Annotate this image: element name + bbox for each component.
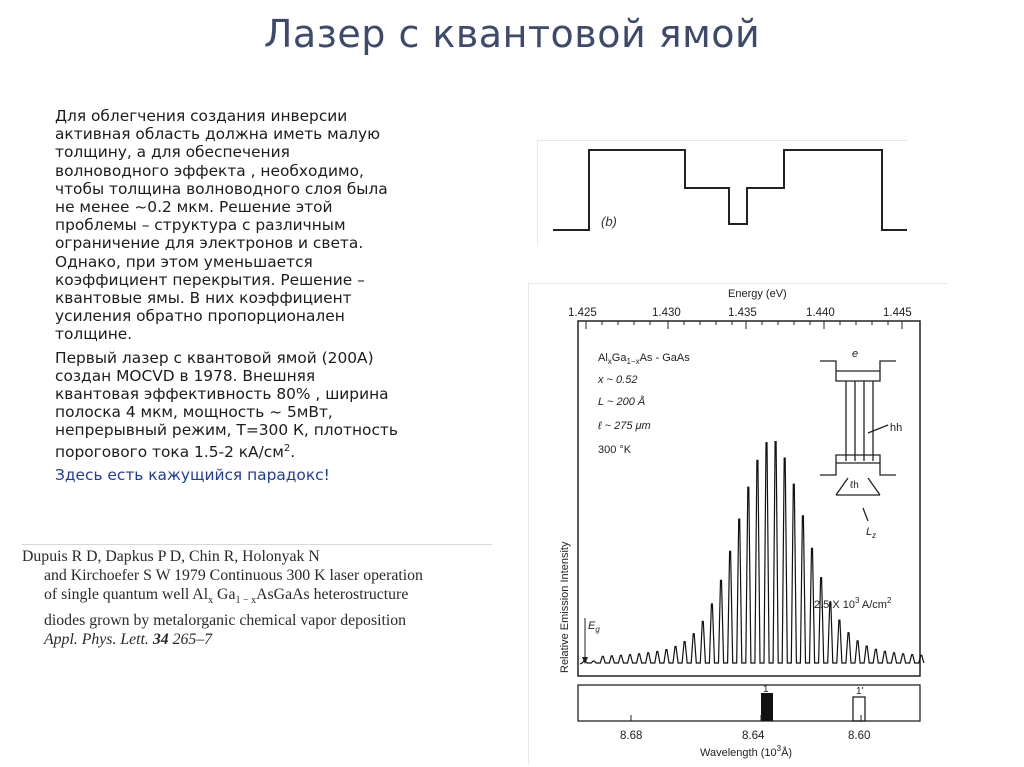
inset-band-diagram xyxy=(820,361,896,521)
inset-lh-label: ℓh xyxy=(850,480,859,491)
text-line: Однако, при этом уменьшается xyxy=(55,252,313,271)
marker-strip-frame xyxy=(578,685,920,721)
bottom-tick-label: 8.68 xyxy=(620,730,643,742)
paradox-note: Здесь есть кажущийся парадокс! xyxy=(55,465,330,484)
paragraph-first-laser xyxy=(55,349,455,461)
text-line: квантовая эффективность 80% , ширина xyxy=(55,385,389,404)
y-axis-label: Relative Emission Intensity xyxy=(559,541,571,673)
bottom-tick-label: 8.64 xyxy=(742,730,765,742)
emission-spectrum-figure xyxy=(528,283,948,765)
text-line: усиления обратно пропорционален xyxy=(55,307,345,326)
text-line: непрерывный режим, T=300 К, плотность xyxy=(55,421,398,440)
text-line: не менее ~0.2 мкм. Решение этой xyxy=(55,198,333,217)
paragraph-inversion xyxy=(55,107,455,344)
top-tick-label: 1.425 xyxy=(568,307,597,319)
emission-spectrum-trace xyxy=(580,442,924,664)
citation-reference xyxy=(22,544,492,649)
text-line: волноводного эффекта , необходимо, xyxy=(55,161,364,180)
inset-hh-label: hh xyxy=(890,422,903,434)
legend-length: ℓ ~ 275 μm xyxy=(598,420,651,432)
ref-line: and Kirchoefer S W 1979 Continuous 300 K laser operation xyxy=(44,567,423,585)
text-line: . xyxy=(290,442,296,461)
top-axis-title: Energy (eV) xyxy=(728,288,787,300)
ref-line: diodes grown by metalorganic chemical vapor deposition xyxy=(44,611,407,629)
text-line: коэффициент перекрытия. Решение – xyxy=(55,270,365,289)
legend-material: $Al_xGa_{1-x}As$ - GaAs xyxy=(598,352,690,366)
figure-b-label: (b) xyxy=(601,214,617,229)
text-line: квантовые ямы. В них коэффициент xyxy=(55,289,352,308)
legend-temperature: 300 °K xyxy=(598,444,632,456)
figure-b-profile xyxy=(537,140,907,245)
mode-marker-1-prime xyxy=(853,697,865,721)
inset-electron-label: e xyxy=(852,348,859,360)
mode-marker-1p-label: 1' xyxy=(856,686,864,697)
bottom-axis-ticks xyxy=(631,715,861,721)
top-tick-label: 1.445 xyxy=(883,307,912,319)
mode-marker-1-label: 1 xyxy=(763,684,769,695)
slide-title: Лазер с квантовой ямой xyxy=(263,12,761,56)
top-axis-ticks xyxy=(586,321,902,329)
top-tick-label: 1.430 xyxy=(652,307,681,319)
text-line: толщину, а для обеспечения xyxy=(55,143,290,162)
current-density-label: 2.5 X $10^3$ $A/cm^2$ xyxy=(814,596,892,611)
text-line: активная область должна иметь малую xyxy=(55,125,381,144)
text-line: чтобы толщина волноводного слоя была xyxy=(55,179,388,198)
inset-lz-label: $L_z$ xyxy=(866,526,877,540)
text-line: проблемы – структура с различным xyxy=(55,216,346,235)
text-line: ограничение для электронов и света. xyxy=(55,234,364,253)
legend-x: x ~ 0.52 xyxy=(598,374,638,386)
bottom-tick-label: 8.60 xyxy=(848,730,871,742)
ref-authors: Dupuis R D, Dapkus P D, Chin R, Holonyak N xyxy=(22,548,320,565)
top-tick-label: 1.440 xyxy=(806,307,835,319)
superscript: 2 xyxy=(283,442,291,454)
text-line: порогового тока 1.5-2 кА/см xyxy=(55,442,284,461)
text-line: толщине. xyxy=(55,325,133,344)
bottom-axis-title: Wavelength $(10^3Å)$ xyxy=(700,744,793,759)
ref-line: of single quantum well $Al_x$ $Ga_{1 - x}AsGaAs$ heterostructure xyxy=(44,586,409,607)
text-line: Первый лазер с квантовой ямой (200А) xyxy=(55,348,374,367)
legend-lz: L ~ 200 Å xyxy=(598,396,646,408)
text-line: полоска 4 мкм, мощность ~ 5мВт, xyxy=(55,403,333,422)
eg-label: $E_g$ xyxy=(588,620,600,634)
top-tick-label: 1.435 xyxy=(728,307,757,319)
text-line: Для облегчения создания инверсии xyxy=(55,107,348,125)
ref-journal-line: Appl. Phys. Lett. 34 265–7 xyxy=(44,630,213,648)
mode-marker-1 xyxy=(761,693,773,721)
text-line: создан MOCVD в 1978. Внешняя xyxy=(55,366,316,385)
slide-body-text xyxy=(55,107,455,484)
